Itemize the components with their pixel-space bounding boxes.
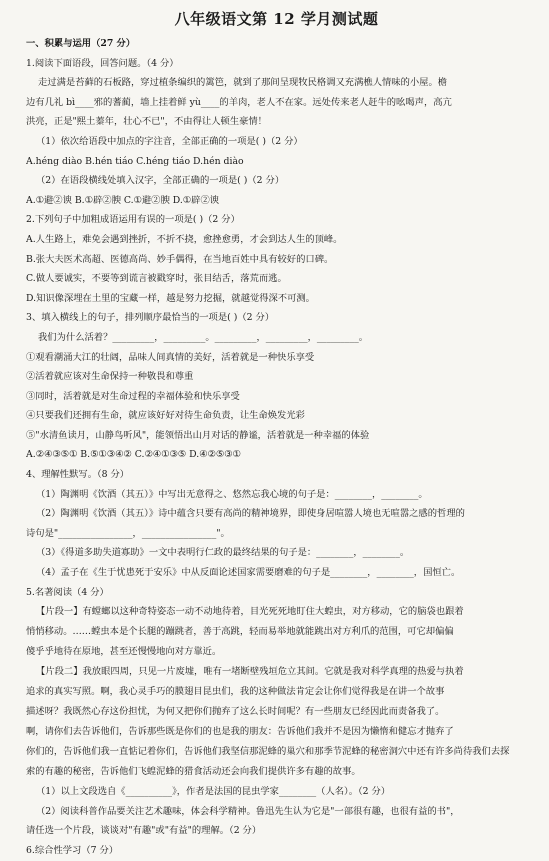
- text-line: （1）以上文段选自《__________》，作者是法国的昆虫学家________（人名）。（2 分）: [36, 786, 391, 798]
- text-line: 走过满是苔藓的石板路，穿过植条编织的篱笆，就到了那间呈现牧民格调又充满樵人情味的小屋。檐: [38, 77, 448, 89]
- text-line: ④只要我们还拥有生命，就应该好好对待生命负责，让生命焕发光彩: [26, 410, 305, 422]
- text-line: 4、理解性默写。（8 分）: [26, 469, 130, 481]
- text-line: ③同时，活着就是对生命过程的幸福体验和快乐享受: [26, 390, 240, 402]
- text-line: 1.阅读下面语段，回答问题。（4 分）: [26, 57, 179, 69]
- page-title: 八年级语文第 12 学月测试题: [174, 10, 379, 28]
- text-line: D.知识像深埋在土里的宝藏一样，越是努力挖掘，就越觉得深不可测。: [26, 292, 315, 304]
- text-line: B.张大夫医术高超、医德高尚、妙手偶得，在当地百姓中具有较好的口碑。: [26, 253, 334, 265]
- text-line: C.做人要诚实，不要等到谎言被戳穿时，张目结舌，落荒而逃。: [26, 273, 287, 285]
- text-line: 你们的，告诉他们我一直惦记着你们，告诉他们我坚信那泥蜂的巢穴和那季节泥蜂的秘密洞穴中还有许多尚待我们去探: [26, 746, 510, 758]
- text-line: 索的有趣的秘密，告诉他们飞蝗泥蜂的猎食活动还会向我们提供许多有趣的故事。: [26, 766, 361, 778]
- text-line: 一、积累与运用（27 分）: [26, 38, 136, 49]
- text-line: ①观看潮涌大江的壮阔，品味人间真情的美好，活着就是一种快乐享受: [26, 351, 315, 363]
- text-line: 【片段二】我放眼四周，只见一片废墟，唯有一堵断壁残垣危立其间。它就是我对科学真理的热爱与执着: [36, 666, 464, 678]
- text-line: （2）陶渊明《饮酒（其五）》诗中蕴含只要有高尚的精神境界，即使身居喧嚣人境也无喧嚣之感的哲理的: [36, 508, 465, 520]
- text-line: 2.下列句子中加粗成语运用有误的一项是( )（2 分）: [26, 214, 240, 226]
- text-line: 请任选一个片段，谈谈对"有趣"或"有益"的理解。（2 分）: [26, 825, 262, 837]
- text-line: 诗句是"________________，________________"。: [26, 527, 230, 539]
- text-line: 6.综合性学习（7 分）: [26, 845, 119, 856]
- text-line: （3）《得道多助失道寡助》一文中表明行仁政的最终结果的句子是：________，________。: [36, 547, 410, 559]
- text-line: A.①避②谀 B.①辟②腴 C.①避②腴 D.①辟②谀: [26, 194, 220, 206]
- text-line: 洪亮，正是"熙土蓁年，壮心不已"，不由得让人顿生豪情！: [26, 116, 267, 128]
- text-line: A.人生路上，难免会遇到挫折，不折不挠，愈挫愈勇，才会到达人生的顶峰。: [26, 233, 343, 245]
- text-line: （1）陶渊明《饮酒（其五）》中写出无意得之、悠然忘我心境的句子是：________，________。: [36, 488, 428, 500]
- text-line: 3、填入横线上的句子，排列顺序最恰当的一项是( )（2 分）: [26, 312, 275, 324]
- text-line: ②活着就应该对生命保持一种敬畏和尊重: [26, 371, 194, 383]
- text-line: （4）孟子在《生于忧患死于安乐》中从反面论述国家需要磨难的句子是________，________，国恒亡。: [36, 567, 461, 579]
- text-line: 描述呀？我既然心存这份担忧，为何又把你们抛弃了这么长时间呢？有一些朋友已经因此而责备我了。: [26, 706, 445, 718]
- text-line: A.héng diào B.hén tiáo C.héng tiáo D.hén diào: [26, 155, 244, 167]
- text-line: 边有几礼 bì____邪的蓍蔺，墙上挂着鲜 yù____的羊肉，老人不在家。远处传来老人赶牛的吆喝声，高亢: [26, 96, 452, 108]
- text-line: 啊，请你们去告诉他们，告诉那些既是你们的也是我的朋友：告诉他们我并不是因为懒惰和健忘才抛弃了: [26, 726, 454, 738]
- exam-body: [26, 34, 527, 861]
- text-line: （1）依次给语段中加点的字注音，全部正确的一项是( )（2 分）: [36, 135, 303, 147]
- text-line: （2）在语段横线处填入汉字，全部正确的一项是( )（2 分）: [36, 175, 285, 187]
- text-line: 我们为什么活着？_________，_________。_________，_________，_________。: [38, 331, 369, 343]
- text-line: A.②④③⑤① B.⑤①③④② C.②④①③⑤ D.④②⑤③①: [26, 449, 241, 461]
- text-line: 【片段一】有螳螂以这种奇特姿态一动不动地待着，目光死死地盯住大蝗虫，对方移动，它的脑袋也跟着: [36, 606, 464, 618]
- text-line: （2）阅读科普作品要关注艺术趣味，体会科学精神。鲁迅先生认为它是"一部很有趣，也很有益的书"，: [36, 805, 460, 817]
- text-line: 傻乎乎地待在原地，甚至还慢慢地向对方靠近。: [26, 646, 222, 658]
- text-line: 追求的真实写照。啊，我心灵手巧的膜翅目昆虫们，我的这种做法肯定会让你们觉得我是在讲一个故事: [26, 686, 445, 698]
- text-line: 悄悄移动。……螳虫本是个长腿的蹦跳者，善于高跳，轻而易举地就能跳出对方利爪的范围，可它却偏偏: [26, 626, 454, 638]
- text-line: 5.名著阅读（4 分）: [26, 586, 109, 598]
- text-line: ⑤"水清鱼读月，山静鸟听风"，能领悟出山月对话的静谧，活着就是一种幸福的体验: [26, 429, 370, 441]
